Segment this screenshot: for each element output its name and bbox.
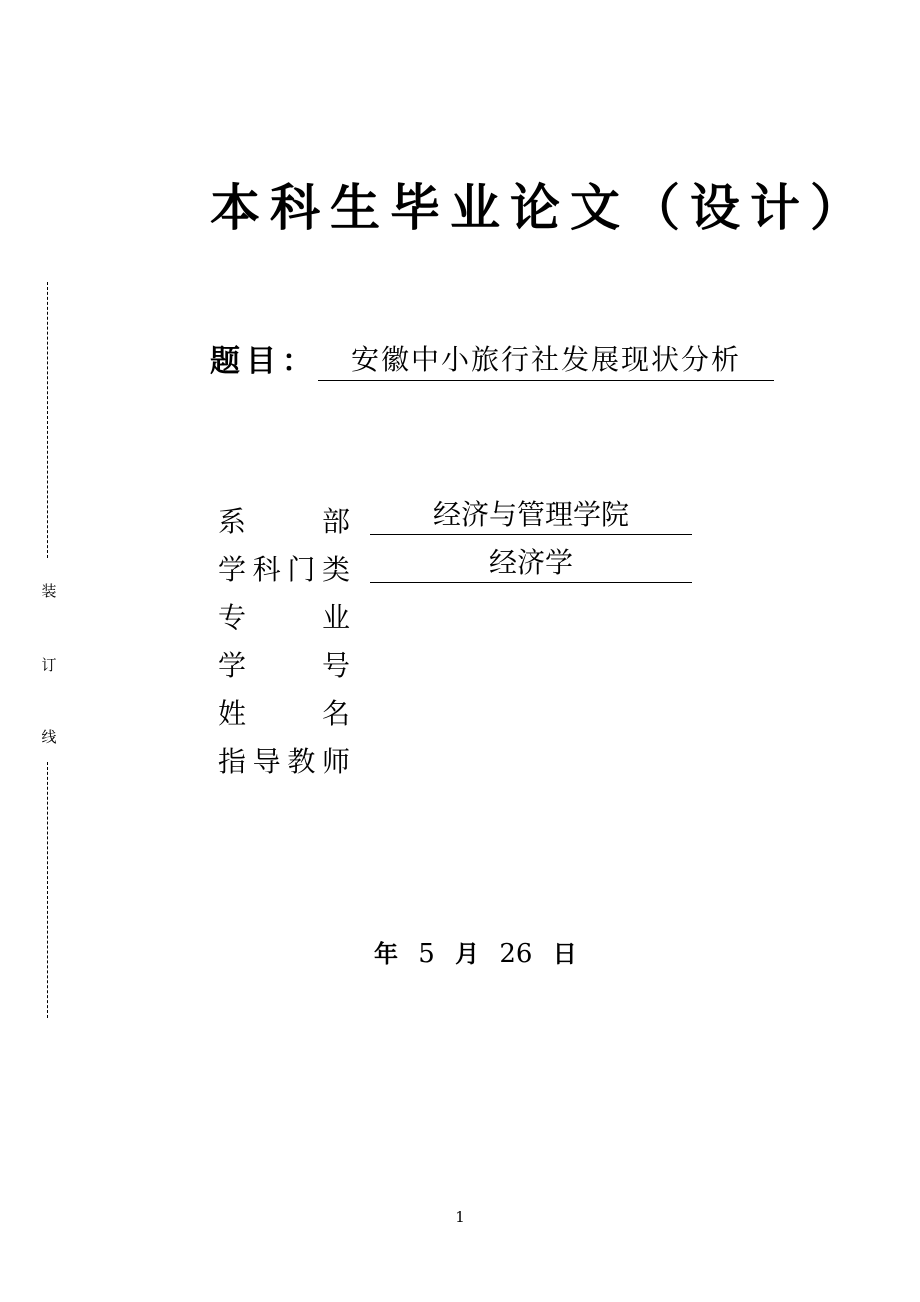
topic-label: 题目：	[210, 344, 318, 379]
field-label-name	[218, 692, 350, 730]
field-label-student-id	[218, 644, 350, 682]
field-label-char: 学	[218, 649, 247, 682]
page-title: 本科生毕业论文（设计）	[210, 178, 870, 237]
date-month-char: 月	[455, 939, 480, 968]
field-value-department: 经济与管理学院	[370, 498, 692, 535]
field-label-char: 名	[321, 697, 350, 730]
date-year-char: 年	[374, 939, 398, 968]
field-label-char: 类	[321, 553, 350, 586]
field-label-char: 科	[252, 553, 281, 586]
date-month: 5	[418, 939, 435, 969]
binding-char-2: 订	[41, 656, 57, 674]
field-label-advisor	[218, 740, 350, 778]
field-label-char: 系	[218, 505, 247, 538]
field-label-char: 号	[321, 649, 350, 682]
field-label-char: 部	[321, 505, 350, 538]
binding-char-1: 装	[41, 582, 57, 600]
binding-char-3: 线	[41, 728, 57, 746]
field-label-char: 学	[218, 553, 247, 586]
field-label-char: 师	[321, 745, 350, 778]
field-label-char: 导	[252, 745, 281, 778]
field-label-char: 门	[287, 553, 316, 586]
binding-line-bottom	[47, 762, 48, 1018]
binding-line-top	[47, 282, 48, 558]
field-label-department	[218, 500, 350, 538]
field-label-char: 指	[218, 745, 247, 778]
field-label-char: 姓	[218, 697, 247, 730]
field-label-char: 业	[321, 601, 350, 634]
field-label-major	[218, 596, 350, 634]
field-label-char: 专	[218, 601, 247, 634]
field-label-discipline	[218, 548, 350, 586]
field-value-discipline: 经济学	[370, 546, 692, 583]
submission-date	[374, 934, 589, 969]
date-day: 26	[499, 939, 533, 969]
date-day-char: 日	[552, 939, 577, 968]
page-number: 1	[455, 1208, 465, 1226]
field-label-char: 教	[287, 745, 316, 778]
topic-value: 安徽中小旅行社发展现状分析	[318, 338, 774, 381]
